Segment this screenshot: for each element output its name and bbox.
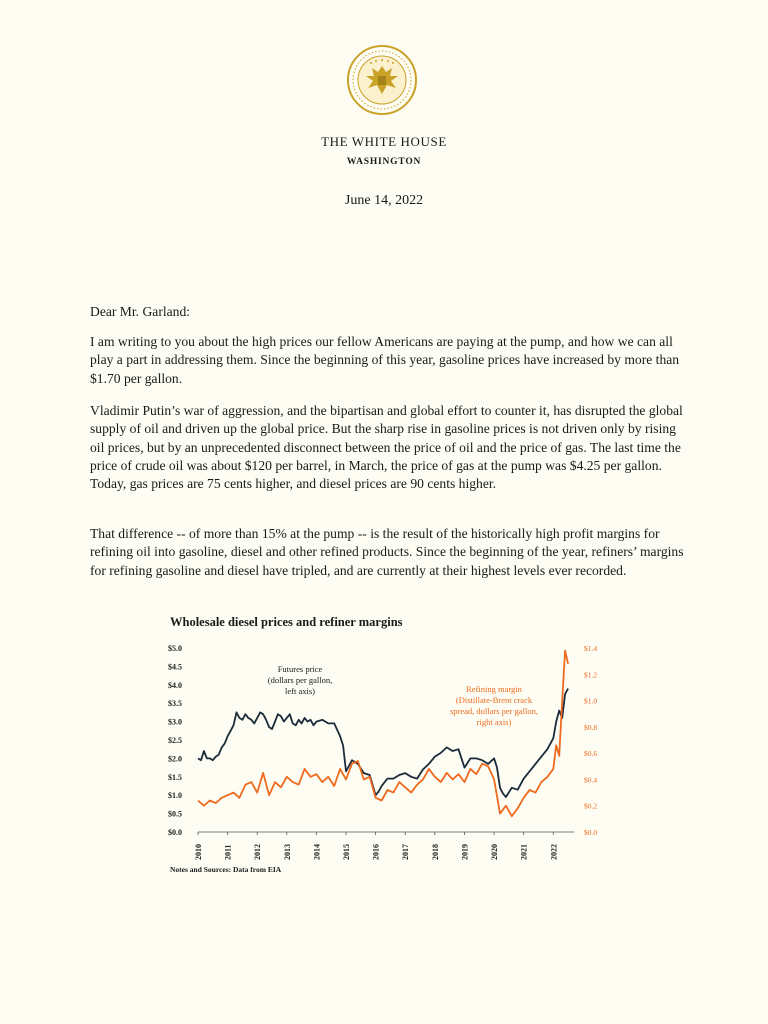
chart-title: Wholesale diesel prices and refiner margins [170, 615, 403, 629]
letterhead-title: THE WHITE HOUSE [321, 134, 447, 149]
presidential-seal-icon [346, 44, 418, 116]
y-left-tick-label: $3.5 [168, 699, 182, 709]
paragraph-3: That difference -- of more than 15% at the pump -- is the result of the historically high profit margins for refining oil into gasoline, diesel and other refined products. Since the beginning of the year, refiners’ margins for refining gasoline and diesel have tripled, and are currently at their highest levels ever recorded. [90, 526, 684, 578]
y-right-tick-label: $1.2 [584, 670, 598, 680]
y-left-tick-label: $1.0 [168, 791, 182, 801]
x-tick-label: 2010 [194, 844, 203, 860]
letterhead-subtitle: WASHINGTON [346, 157, 422, 167]
x-tick-label: 2011 [223, 844, 233, 860]
x-tick-label: 2017 [401, 844, 411, 860]
x-tick-label: 2014 [312, 844, 322, 860]
y-left-tick-label: $0.0 [168, 828, 182, 837]
margin-annotation-line: Refining margin [466, 684, 522, 694]
futures-annotation-line: Futures price [277, 664, 323, 674]
y-left-tick-label: $2.0 [168, 754, 182, 764]
letter-date: June 14, 2022 [344, 193, 424, 208]
salutation: Dear Mr. Garland: [90, 304, 191, 319]
diesel-margin-chart [160, 636, 620, 872]
x-tick-label: 2021 [519, 844, 529, 860]
y-right-tick-label: $0.0 [584, 828, 598, 837]
paragraph-1: I am writing to you about the high prices our fellow Americans are paying at the pump, and how we can all play a part in addressing them. Since the beginning of this year, gasoline prices have increased by more than $1.70 per gallon. [90, 334, 680, 386]
y-right-tick-label: $0.4 [584, 775, 598, 785]
y-left-tick-label: $3.0 [168, 717, 182, 727]
y-left-tick-label: $4.5 [168, 662, 182, 672]
y-right-tick-label: $0.6 [584, 749, 598, 759]
x-tick-label: 2018 [430, 844, 440, 860]
margin-annotation-line: (Distillate-Brent crack [455, 695, 533, 705]
margin-annotation-line: spread, dollars per gallon, [449, 706, 539, 716]
paragraph-2: Vladimir Putin’s war of aggression, and the bipartisan and global effort to counter it, has disrupted the global supply of oil and driven up the global price. But the sharp rise in gasoline prices is not driven only by rising oil prices, but by an unprecedented disconnect between the price of oil and the price of gas. The last time the price of crude oil was about $120 per barrel, in March, the price of gas at the pump was $4.25 per gallon. Today, gas prices are 75 cents higher, and diesel prices are 90 cents higher. [90, 403, 683, 492]
y-right-tick-label: $0.8 [584, 722, 598, 732]
x-tick-label: 2016 [371, 844, 381, 860]
y-left-tick-label: $1.5 [168, 772, 182, 782]
margin-annotation-line: right axis) [476, 717, 512, 727]
futures-annotation-line: left axis) [285, 686, 315, 696]
y-right-tick-label: $0.2 [584, 801, 598, 811]
y-right-tick-label: $1.0 [584, 696, 598, 706]
y-left-tick-label: $4.0 [168, 680, 182, 690]
x-tick-label: 2022 [549, 844, 559, 860]
y-right-tick-label: $1.4 [584, 644, 598, 653]
x-tick-label: 2012 [253, 844, 263, 860]
chart-notes: Notes and Sources: Data from EIA [170, 865, 282, 874]
refining-margin-line [198, 651, 568, 817]
x-tick-label: 2013 [282, 844, 292, 860]
x-tick-label: 2015 [342, 844, 352, 860]
x-tick-label: 2019 [460, 844, 470, 860]
y-left-tick-label: $0.5 [168, 809, 182, 819]
y-left-tick-label: $5.0 [168, 644, 182, 653]
y-left-tick-label: $2.5 [168, 736, 182, 745]
futures-annotation-line: (dollars per gallon, [267, 675, 333, 685]
x-tick-label: 2020 [490, 844, 500, 860]
